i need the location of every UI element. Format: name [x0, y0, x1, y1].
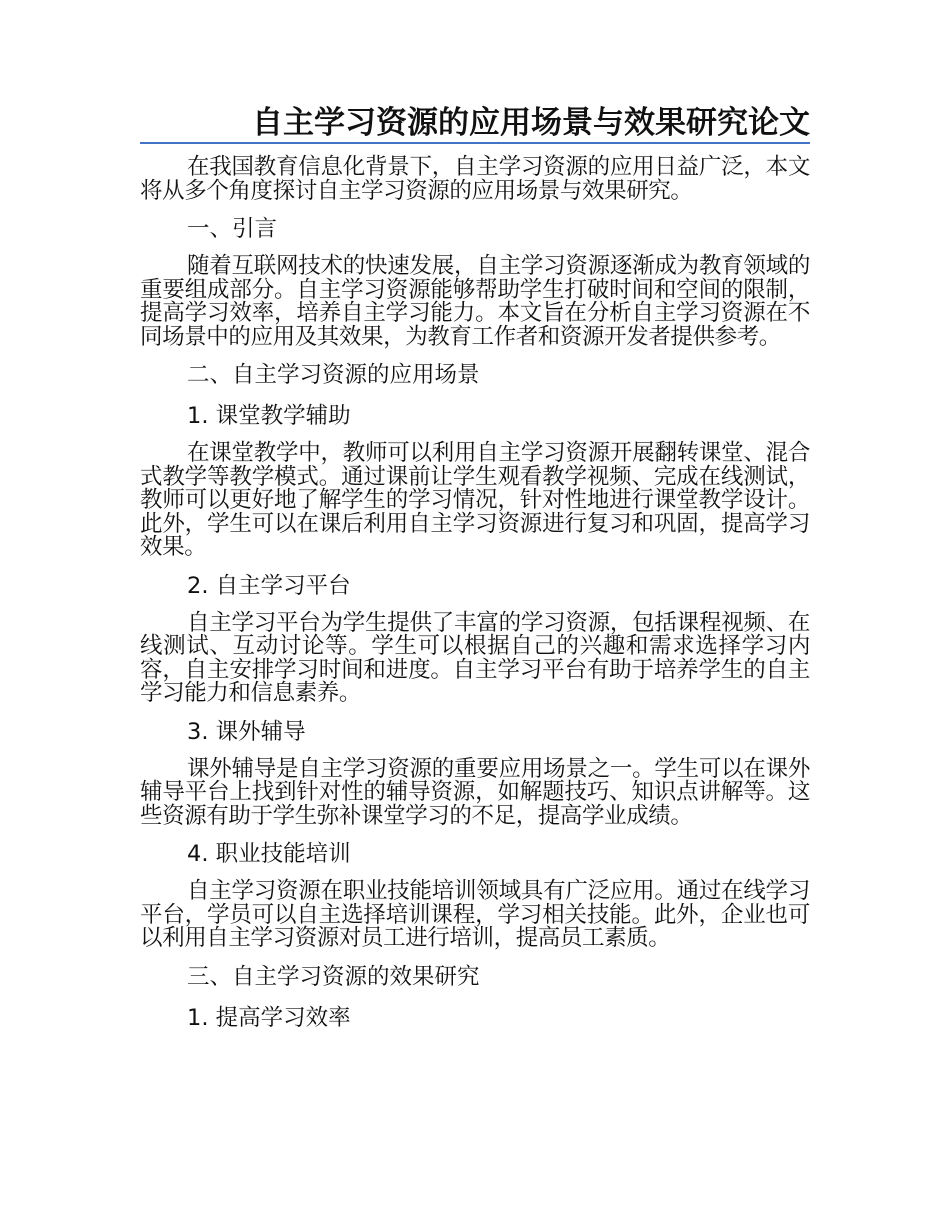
section-heading-scenarios: 二、自主学习资源的应用场景	[187, 362, 480, 388]
subheading-vocational: 4. 职业技能培训	[187, 841, 351, 867]
document-body	[140, 156, 810, 1044]
document-title: 自主学习资源的应用场景与效果研究论文	[140, 104, 810, 144]
tutoring-paragraph: 课外辅导是自主学习资源的重要应用场景之一。学生可以在课外辅导平台上找到针对性的辅导资源，如解题技巧、知识点讲解等。这些资源有助于学生弥补课堂学习的不足，提高学业成绩。	[140, 755, 810, 829]
vocational-paragraph: 自主学习资源在职业技能培训领域具有广泛应用。通过在线学习平台，学员可以自主选择培训课程，学习相关技能。此外，企业也可以利用自主学习资源对员工进行培训，提高员工素质。	[140, 878, 810, 951]
introduction-paragraph: 随着互联网技术的快速发展，自主学习资源逐渐成为教育领域的重要组成部分。自主学习资源能够帮助学生打破时间和空间的限制，提高学习效率，培养自主学习能力。本文旨在分析自主学习资源在不同场景中的应用及其效果，为教育工作者和资源开发者提供参考。	[140, 253, 810, 350]
classroom-paragraph: 在课堂教学中，教师可以利用自主学习资源开展翻转课堂、混合式教学等教学模式。通过课前让学生观看教学视频、完成在线测试，教师可以更好地了解学生的学习情况，针对性地进行课堂教学设计。此外，学生可以在课后利用自主学习资源进行复习和巩固，提高学习效果。	[140, 440, 810, 560]
section-heading-effects: 三、自主学习资源的效果研究	[187, 963, 480, 990]
subheading-efficiency: 1. 提高学习效率	[187, 1004, 351, 1031]
subheading-platform: 2. 自主学习平台	[187, 572, 351, 599]
platform-paragraph: 自主学习平台为学生提供了丰富的学习资源，包括课程视频、在线测试、互动讨论等。学生可以根据自己的兴趣和需求选择学习内容，自主安排学习时间和进度。自主学习平台有助于培养学生的自主学习能力和信息素养。	[140, 609, 810, 706]
section-heading-introduction: 一、引言	[187, 216, 278, 242]
subheading-tutoring: 3. 课外辅导	[187, 718, 306, 745]
intro-paragraph: 在我国教育信息化背景下，自主学习资源的应用日益广泛，本文将从多个角度探讨自主学习资源的应用场景与效果研究。	[140, 154, 810, 204]
subheading-classroom: 1. 课堂教学辅助	[187, 403, 351, 429]
